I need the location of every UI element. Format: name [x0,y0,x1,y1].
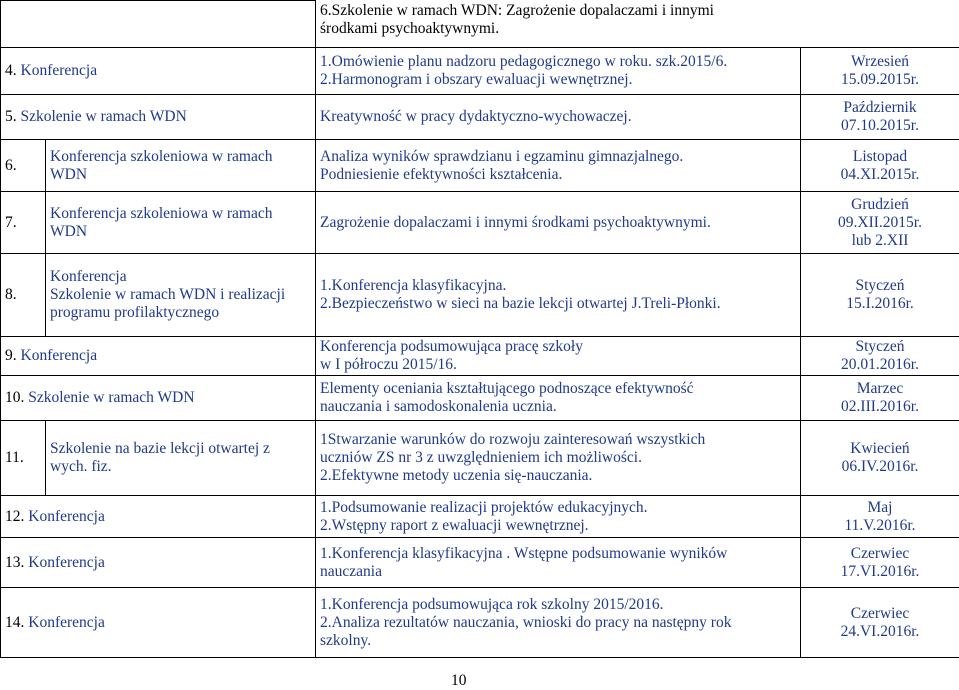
date-line: 07.10.2015r. [805,117,955,135]
meeting-form: Konferencja [21,347,98,364]
topic-line: nauczania [320,563,796,581]
meeting-form: Konferencja [28,614,105,631]
schedule-row [1,376,959,421]
schedule-row [1,538,959,588]
date-line: 15.I.2016r. [805,295,955,313]
header-row [1,1,959,48]
page-number: 10 [451,672,467,690]
schedule-row [1,337,959,376]
date-line: Październik [805,99,955,117]
date-line: 11.V.2016r. [805,517,955,535]
topic-line: 2.Bezpieczeństwo w sieci na bazie lekcji otwartej J.Treli-Płonki. [320,295,796,313]
meeting-form-cell [46,192,316,254]
meeting-form-line: Konferencja [50,268,311,286]
row-number: 9. [5,347,17,364]
header-blank-cell [1,1,316,48]
row-number: 5. [5,108,17,125]
row-number-cell [1,254,46,337]
meeting-form-line: Konferencja szkoleniowa w ramach [50,205,311,223]
meeting-form-cell [46,421,316,496]
topic-line: 2.Harmonogram i obszary ewaluacji wewnętrznej. [320,71,796,89]
topic-cell [316,376,801,421]
date-line: 24.VI.2016r. [805,623,955,641]
date-line: Styczeń [805,338,955,356]
topic-line: 1.Podsumowanie realizacji projektów edukacyjnych. [320,499,796,517]
topic-line: 2.Analiza rezultatów nauczania, wnioski do pracy na następny rok [320,614,796,632]
date-cell [801,140,959,192]
date-line: Czerwiec [805,605,955,623]
header-topic-line: 6.Szkolenie w ramach WDN: Zagrożenie dopalaczami i innymi [320,2,956,20]
topic-line: w I półroczu 2015/16. [320,356,796,374]
number-and-form-cell [1,588,316,658]
topic-line: 1.Konferencja podsumowująca rok szkolny 2015/2016. [320,596,796,614]
schedule-row [1,254,959,337]
date-line: 15.09.2015r. [805,71,955,89]
topic-cell [316,48,801,95]
topic-line: uczniów ZS nr 3 z uwzględnieniem ich możliwości. [320,449,796,467]
meeting-form-cell [46,254,316,337]
topic-line: Podniesienie efektywności kształcenia. [320,166,796,184]
topic-line: 2.Wstępny raport z ewaluacji wewnętrznej. [320,517,796,535]
topic-line: 1.Konferencja klasyfikacyjna . Wstępne podsumowanie wyników [320,545,796,563]
meeting-form-line: Szkolenie w ramach WDN i realizacji [50,286,311,304]
schedule-row [1,140,959,192]
date-line: lub 2.XII [805,232,955,250]
topic-cell [316,254,801,337]
row-number: 13. [5,554,24,571]
date-line: 04.XI.2015r. [805,166,955,184]
date-cell [801,254,959,337]
number-and-form-cell [1,538,316,588]
row-number: 7. [5,214,17,231]
meeting-form-line: WDN [50,166,311,184]
date-cell [801,421,959,496]
topic-line: szkolny. [320,632,796,650]
date-cell [801,48,959,95]
date-cell [801,376,959,421]
date-cell [801,496,959,538]
date-cell [801,538,959,588]
date-line: Styczeń [805,277,955,295]
schedule-row [1,48,959,95]
topic-cell [316,496,801,538]
date-line: 17.VI.2016r. [805,563,955,581]
date-line: Kwiecień [805,440,955,458]
topic-cell [316,337,801,376]
meeting-form-line: Konferencja szkoleniowa w ramach [50,148,311,166]
topic-line: Kreatywność w pracy dydaktyczno-wychowaczej. [320,108,796,126]
topic-line: Zagrożenie dopalaczami i innymi środkami psychoaktywnymi. [320,214,796,232]
date-line: Wrzesień [805,53,955,71]
schedule-row [1,192,959,254]
topic-line: Analiza wyników sprawdzianu i egzaminu gimnazjalnego. [320,148,796,166]
date-cell [801,588,959,658]
schedule-row [1,496,959,538]
row-number: 6. [5,157,17,174]
date-line: Czerwiec [805,545,955,563]
number-and-form-cell [1,337,316,376]
date-line: Marzec [805,380,955,398]
meeting-form-line: wych. fiz. [50,458,311,476]
meeting-form: Konferencja [28,508,105,525]
topic-cell [316,421,801,496]
row-number: 14. [5,614,24,631]
row-number: 11. [5,449,24,466]
date-line: 02.III.2016r. [805,398,955,416]
topic-line: 1Stwarzanie warunków do rozwoju zainteresowań wszystkich [320,431,796,449]
number-and-form-cell [1,496,316,538]
row-number-cell [1,192,46,254]
topic-cell [316,588,801,658]
date-cell [801,95,959,140]
date-cell [801,192,959,254]
topic-line: Konferencja podsumowująca pracę szkoły [320,338,796,356]
meeting-form: Szkolenie w ramach WDN [28,389,194,406]
topic-line: 2.Efektywne metody uczenia się-nauczania. [320,467,796,485]
header-topic-line: środkami psychoaktywnymi. [320,20,956,38]
row-number-cell [1,140,46,192]
date-line: Maj [805,499,955,517]
topic-line: 1.Omówienie planu nadzoru pedagogicznego w roku. szk.2015/6. [320,53,796,71]
topic-cell [316,538,801,588]
date-line: 09.XII.2015r. [805,214,955,232]
row-number: 12. [5,508,24,525]
number-and-form-cell [1,376,316,421]
meeting-form-line: Szkolenie na bazie lekcji otwartej z [50,440,311,458]
date-cell [801,337,959,376]
meeting-form: Szkolenie w ramach WDN [21,108,187,125]
topic-cell [316,95,801,140]
topic-cell [316,140,801,192]
number-and-form-cell [1,95,316,140]
schedule-row [1,588,959,658]
schedule-row [1,95,959,140]
date-line: Grudzień [805,196,955,214]
schedule-row [1,421,959,496]
meeting-form: Konferencja [21,62,98,79]
date-line: Listopad [805,148,955,166]
meeting-form: Konferencja [28,554,105,571]
meeting-form-cell [46,140,316,192]
topic-line: Elementy oceniania kształtującego podnoszące efektywność [320,380,796,398]
header-topic-cell [316,1,959,48]
topic-cell [316,192,801,254]
row-number: 10. [5,389,24,406]
topic-line: 1.Konferencja klasyfikacyjna. [320,277,796,295]
number-and-form-cell [1,48,316,95]
meeting-form-line: WDN [50,223,311,241]
row-number-cell [1,421,46,496]
row-number: 4. [5,62,17,79]
topic-line: nauczania i samodoskonalenia ucznia. [320,398,796,416]
row-number: 8. [5,286,17,303]
date-line: 20.01.2016r. [805,356,955,374]
date-line: 06.IV.2016r. [805,458,955,476]
meeting-form-line: programu profilaktycznego [50,304,311,322]
